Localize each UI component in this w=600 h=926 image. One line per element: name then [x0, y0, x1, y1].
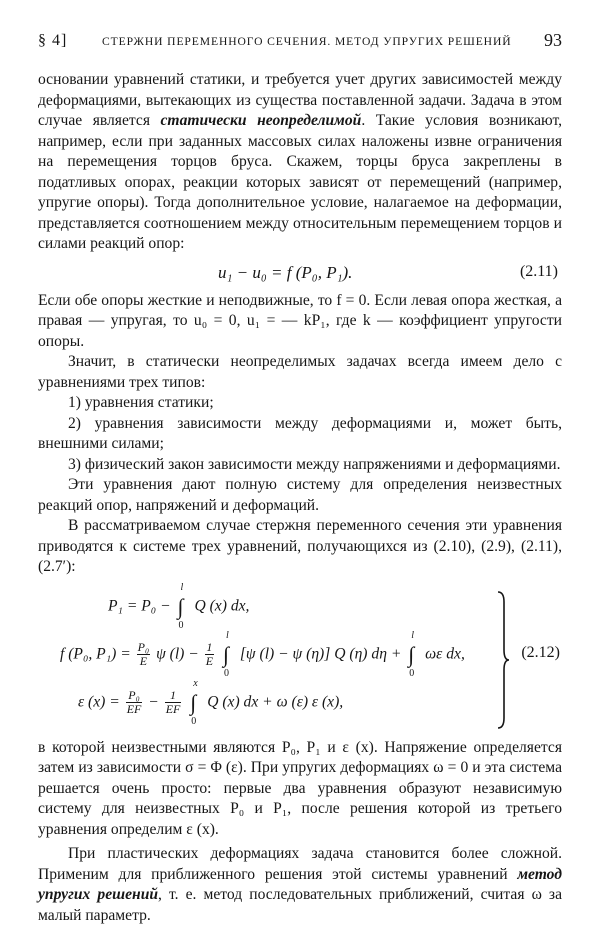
paragraph-elastic-solutions-method: При пластических деформациях задача становится более сложной. Применим для приближенного решения этой системы уравнений метод упругих решений, т. е. метод последовательных приближений, считая ω за малый параметр. [38, 845, 562, 924]
paragraph-three-types: Значит, в статически неопределимых задачах всегда имеем дело с уравнениями трех типов: [38, 353, 562, 391]
paragraph-statically-indeterminate: основании уравнений статики, и требуется учет других зависимостей между деформациями, вытекающих из существа поставленной задачи. Задача в этом случае является статически неопределимой. Такие условия возникают, например, если при заданных массовых силах наложены извне ограничения на перемещения торцов бруса. Скажем, торцы бруса закреплены в податливых опорах, реакции которых зависят от перемещений (например, упругие опоры). Тогда дополнительное условие, налагаемое на деформации, представляется соотношением между относительным перемещением торцов и силами реакций опор: [38, 71, 562, 252]
paragraph-supports: Если обе опоры жесткие и неподвижные, то f = 0. Если левая опора жесткая, а правая — упругая, то u₀ = 0, u₁ = — kP₁, где k — коэффициент упругости опоры. [38, 291, 562, 350]
equation-2-11 [38, 255, 562, 291]
system-row-3: ε (x) = $\frac{\text{P₀}}{EF}$ − $\frac{1}{EF}$ x ∫ 0 Q (x) dx + ω (ε) ε (x), [78, 677, 344, 727]
term-statically-indeterminate: статически неопределимой [160, 112, 362, 129]
paragraph-full-system: Эти уравнения дают полную систему для определения неизвестных реакций опор, напряжений и деформаций. [38, 476, 562, 514]
section-marker: § 4] [38, 32, 68, 49]
system-row-1: P₁ = P₀ − l ∫ 0 Q (x) dx, [108, 581, 250, 631]
running-title: СТЕРЖНИ ПЕРЕМЕННОГО СЕЧЕНИЯ. МЕТОД УПРУГИХ РЕШЕНИЙ [102, 35, 512, 48]
system-row-2: f (P₀, P₁) = $\frac{\text{P₀}}{E}$ ψ (l) − $\frac{1}{E}$ l ∫ 0 [ψ (l) − ψ (η)] Q (η) dη + l ∫ 0 ωε dx, [60, 629, 465, 679]
fraction-1-over-e: $\frac{1}{E}$ [205, 640, 214, 668]
equation-2-11-number: (2.11) [519, 262, 558, 280]
page-number: 93 [544, 30, 562, 50]
integral-sign: l ∫ 0 [177, 581, 184, 631]
paragraph-unknowns: в которой неизвестными являются P₀, P₁ и ε (x). Напряжение определяется затем из зависимости σ = Φ (ε). При упругих деформациях ω = 0 и эта система решается очень просто: первые два уравнения образуют независимую систему для неизвестных P₀ и P₁, после решения которой из третьего уравнения определим ε (x). [38, 738, 562, 838]
equation-system-2-12 [38, 581, 562, 732]
integral-sign: l ∫ 0 [408, 629, 415, 679]
fraction-1-over-ef: $\frac{1}{EF}$ [165, 688, 181, 716]
equation-2-12-number: (2.12) [521, 643, 560, 661]
integral-sign: x ∫ 0 [190, 677, 198, 727]
fraction-p0-over-ef: $\frac{\text{P₀}}{EF}$ [126, 688, 142, 716]
integral-sign: l ∫ 0 [222, 629, 229, 679]
right-brace [496, 590, 510, 730]
term-elastic-solutions-method: метод упругих решений [38, 865, 562, 903]
running-header [38, 28, 562, 54]
equation-2-11-body: u₁ − u₀ = f (P₀, P₁). [218, 262, 353, 282]
list-item: 3) физический закон зависимости между напряжениями и деформациями. [68, 455, 561, 473]
list-item: 2) уравнения зависимости между деформациями и, может быть, внешними силами; [38, 414, 562, 452]
list-item: 1) уравнения статики; [68, 394, 214, 411]
fraction-p0-over-e: $\frac{\text{P₀}}{E}$ [137, 640, 150, 668]
paragraph-variable-section: В рассматриваемом случае стержня переменного сечения эти уравнения приводятся к системе трех уравнений, получающихся из (2.10), (2.9), (2.11), (2.7′): [38, 517, 562, 575]
book-page [38, 28, 562, 926]
